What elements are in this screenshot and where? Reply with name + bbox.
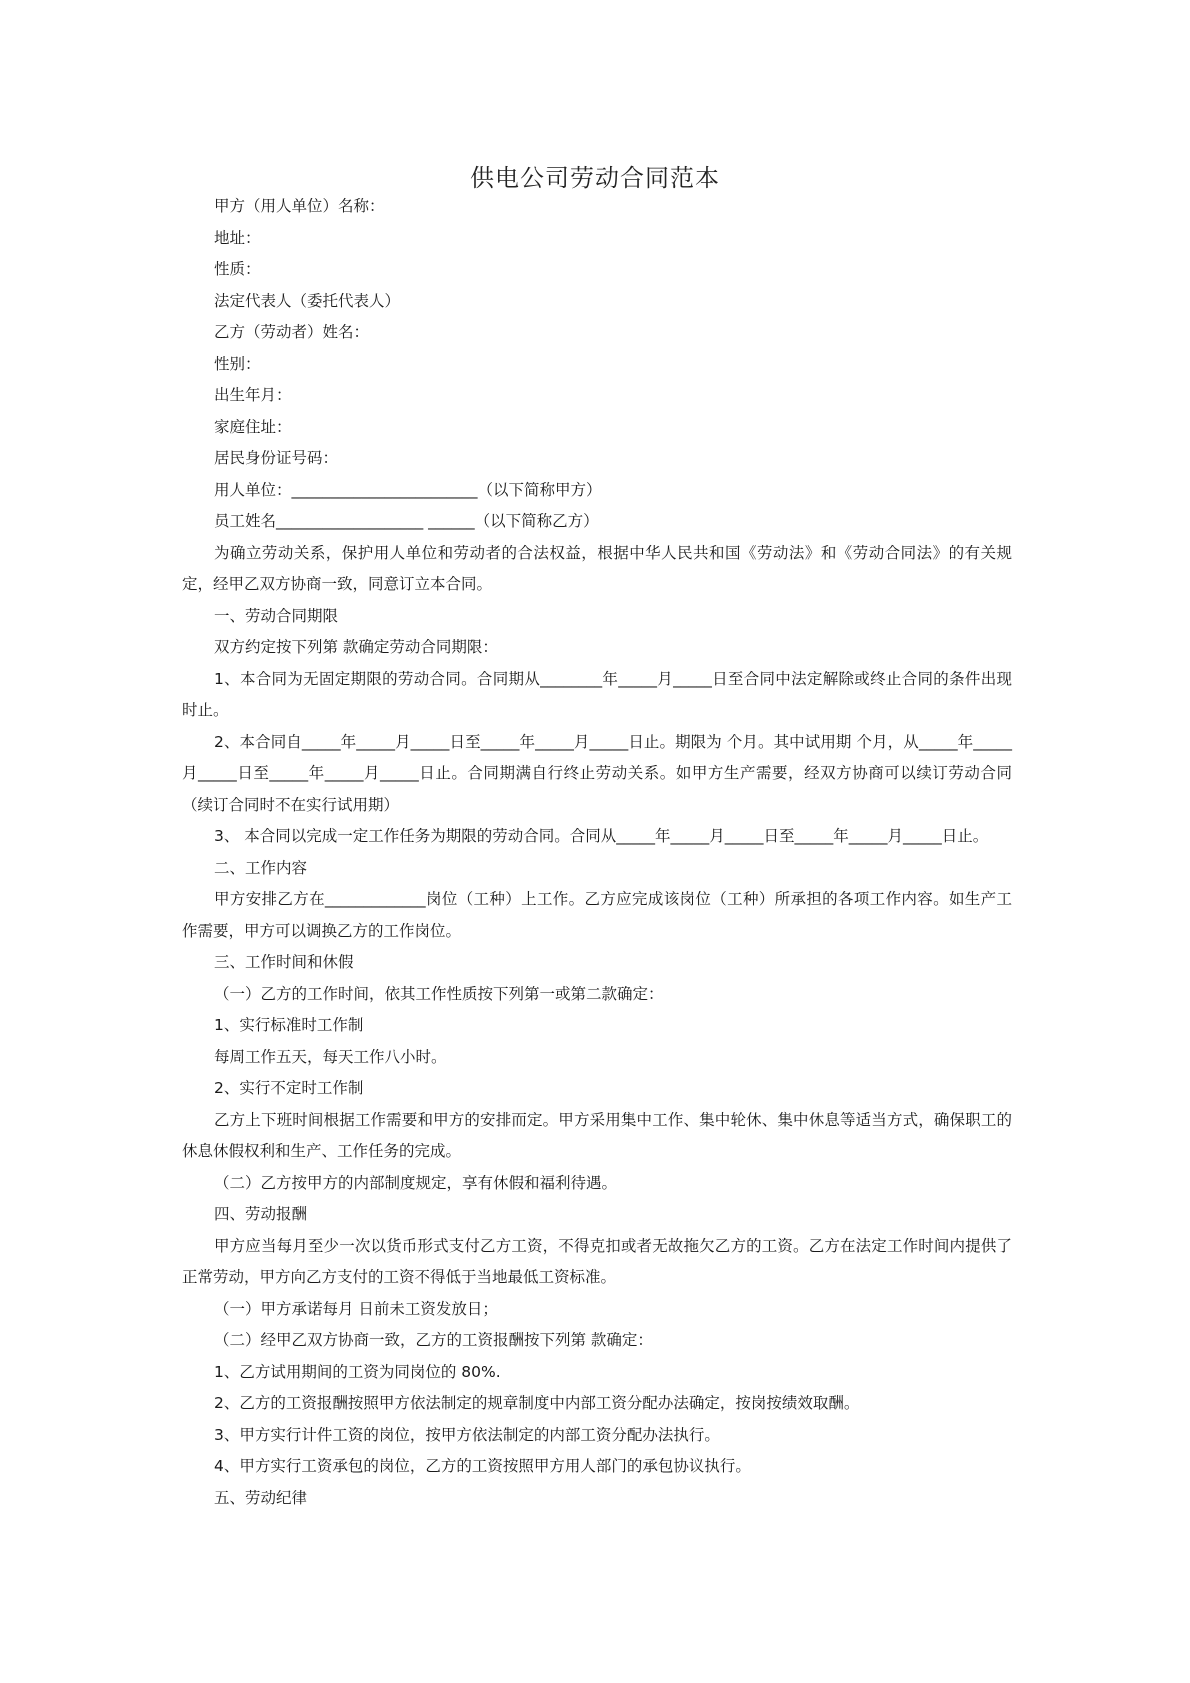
party-a-name: 甲方（用人单位）名称：	[214, 197, 385, 215]
hours-flexible-detail: 乙方上下班时间根据工作需要和甲方的安排而定。甲方采用集中工作、集中轮休、集中休息等适当方式，确保职工的休息休假权利和生产、工作任务的完成。	[182, 1110, 1012, 1160]
section-heading-discipline: 五、劳动纪律	[214, 1488, 308, 1507]
pay-item-2: 2、乙方的工资报酬按照甲方依法制定的规章制度中内部工资分配办法确定，按岗按绩效取酬。	[214, 1394, 860, 1412]
party-a-address: 地址：	[214, 228, 261, 247]
party-b-id-number: 居民身份证号码：	[214, 449, 339, 467]
employee-line: 员工姓名___________________ ______（以下简称乙方）	[214, 512, 599, 530]
term-intro: 双方约定按下列第 款确定劳动合同期限：	[214, 638, 498, 656]
document-body	[182, 191, 1012, 1514]
document-title: 供电公司劳动合同范本	[470, 164, 720, 192]
hours-standard-heading: 1、实行标准时工作制	[214, 1016, 364, 1034]
pay-item-4: 4、甲方实行工资承包的岗位，乙方的工资按照甲方用人部门的承包协议执行。	[214, 1457, 751, 1475]
hours-clause-1: （一）乙方的工作时间，依其工作性质按下列第一或第二款确定：	[214, 984, 664, 1003]
party-a-nature: 性质：	[214, 260, 261, 278]
hours-standard-detail: 每周工作五天，每天工作八小时。	[214, 1047, 447, 1066]
work-content-paragraph: 甲方安排乙方在_____________岗位（工种）上工作。乙方应完成该岗位（工种）所承担的各项工作内容。如生产工作需要，甲方可以调换乙方的工作岗位。	[182, 890, 1012, 940]
term-clause-3: 3、 本合同以完成一定工作任务为期限的劳动合同。合同从_____年_____月_____日至_____年_____月_____日止。	[214, 827, 989, 845]
hours-flexible-heading: 2、实行不定时工作制	[214, 1079, 364, 1097]
pay-clause-1: （一）甲方承诺每月 日前未工资发放日；	[214, 1299, 498, 1318]
pay-item-3: 3、甲方实行计件工资的岗位，按甲方依法制定的内部工资分配办法执行。	[214, 1425, 720, 1444]
section-heading-hours: 三、工作时间和休假	[214, 953, 354, 971]
section-heading-pay: 四、劳动报酬	[214, 1205, 308, 1223]
party-b-home-address: 家庭住址：	[214, 417, 292, 436]
term-clause-2: 2、本合同自_____年_____月_____日至_____年_____月_____日止。期限为 个月。其中试用期 个月，从_____年_____月_____日至_____年_____月_____日止。合同期满自行终止劳动关系。如甲方生产需要，经双方协商可以续订劳动合同（续订合同时不在实行试用期）	[182, 732, 1012, 814]
party-b-birth: 出生年月：	[214, 386, 292, 404]
party-b-name: 乙方（劳动者）姓名：	[214, 323, 370, 341]
hours-clause-2: （二）乙方按甲方的内部制度规定，享有休假和福利待遇。	[214, 1173, 618, 1192]
party-b-gender: 性别：	[214, 354, 261, 373]
legal-representative: 法定代表人（委托代表人）	[214, 291, 401, 310]
employer-line: 用人单位：________________________（以下简称甲方）	[214, 480, 602, 499]
pay-clause-2: （二）经甲乙双方协商一致，乙方的工资报酬按下列第 款确定：	[214, 1331, 653, 1349]
preamble-paragraph: 为确立劳动关系，保护用人单位和劳动者的合法权益，根据中华人民共和国《劳动法》和《劳动合同法》的有关规定，经甲乙双方协商一致，同意订立本合同。	[182, 543, 1012, 593]
pay-item-1: 1、乙方试用期间的工资为同岗位的 80%.	[214, 1362, 501, 1381]
pay-paragraph: 甲方应当每月至少一次以货币形式支付乙方工资，不得克扣或者无故拖欠乙方的工资。乙方在法定工作时间内提供了正常劳动，甲方向乙方支付的工资不得低于当地最低工资标准。	[182, 1236, 1012, 1286]
term-clause-1: 1、本合同为无固定期限的劳动合同。合同期从________年_____月_____日至合同中法定解除或终止合同的条件出现时止。	[182, 669, 1012, 719]
section-heading-work-content: 二、工作内容	[214, 858, 308, 877]
section-heading-term: 一、劳动合同期限	[214, 606, 339, 625]
